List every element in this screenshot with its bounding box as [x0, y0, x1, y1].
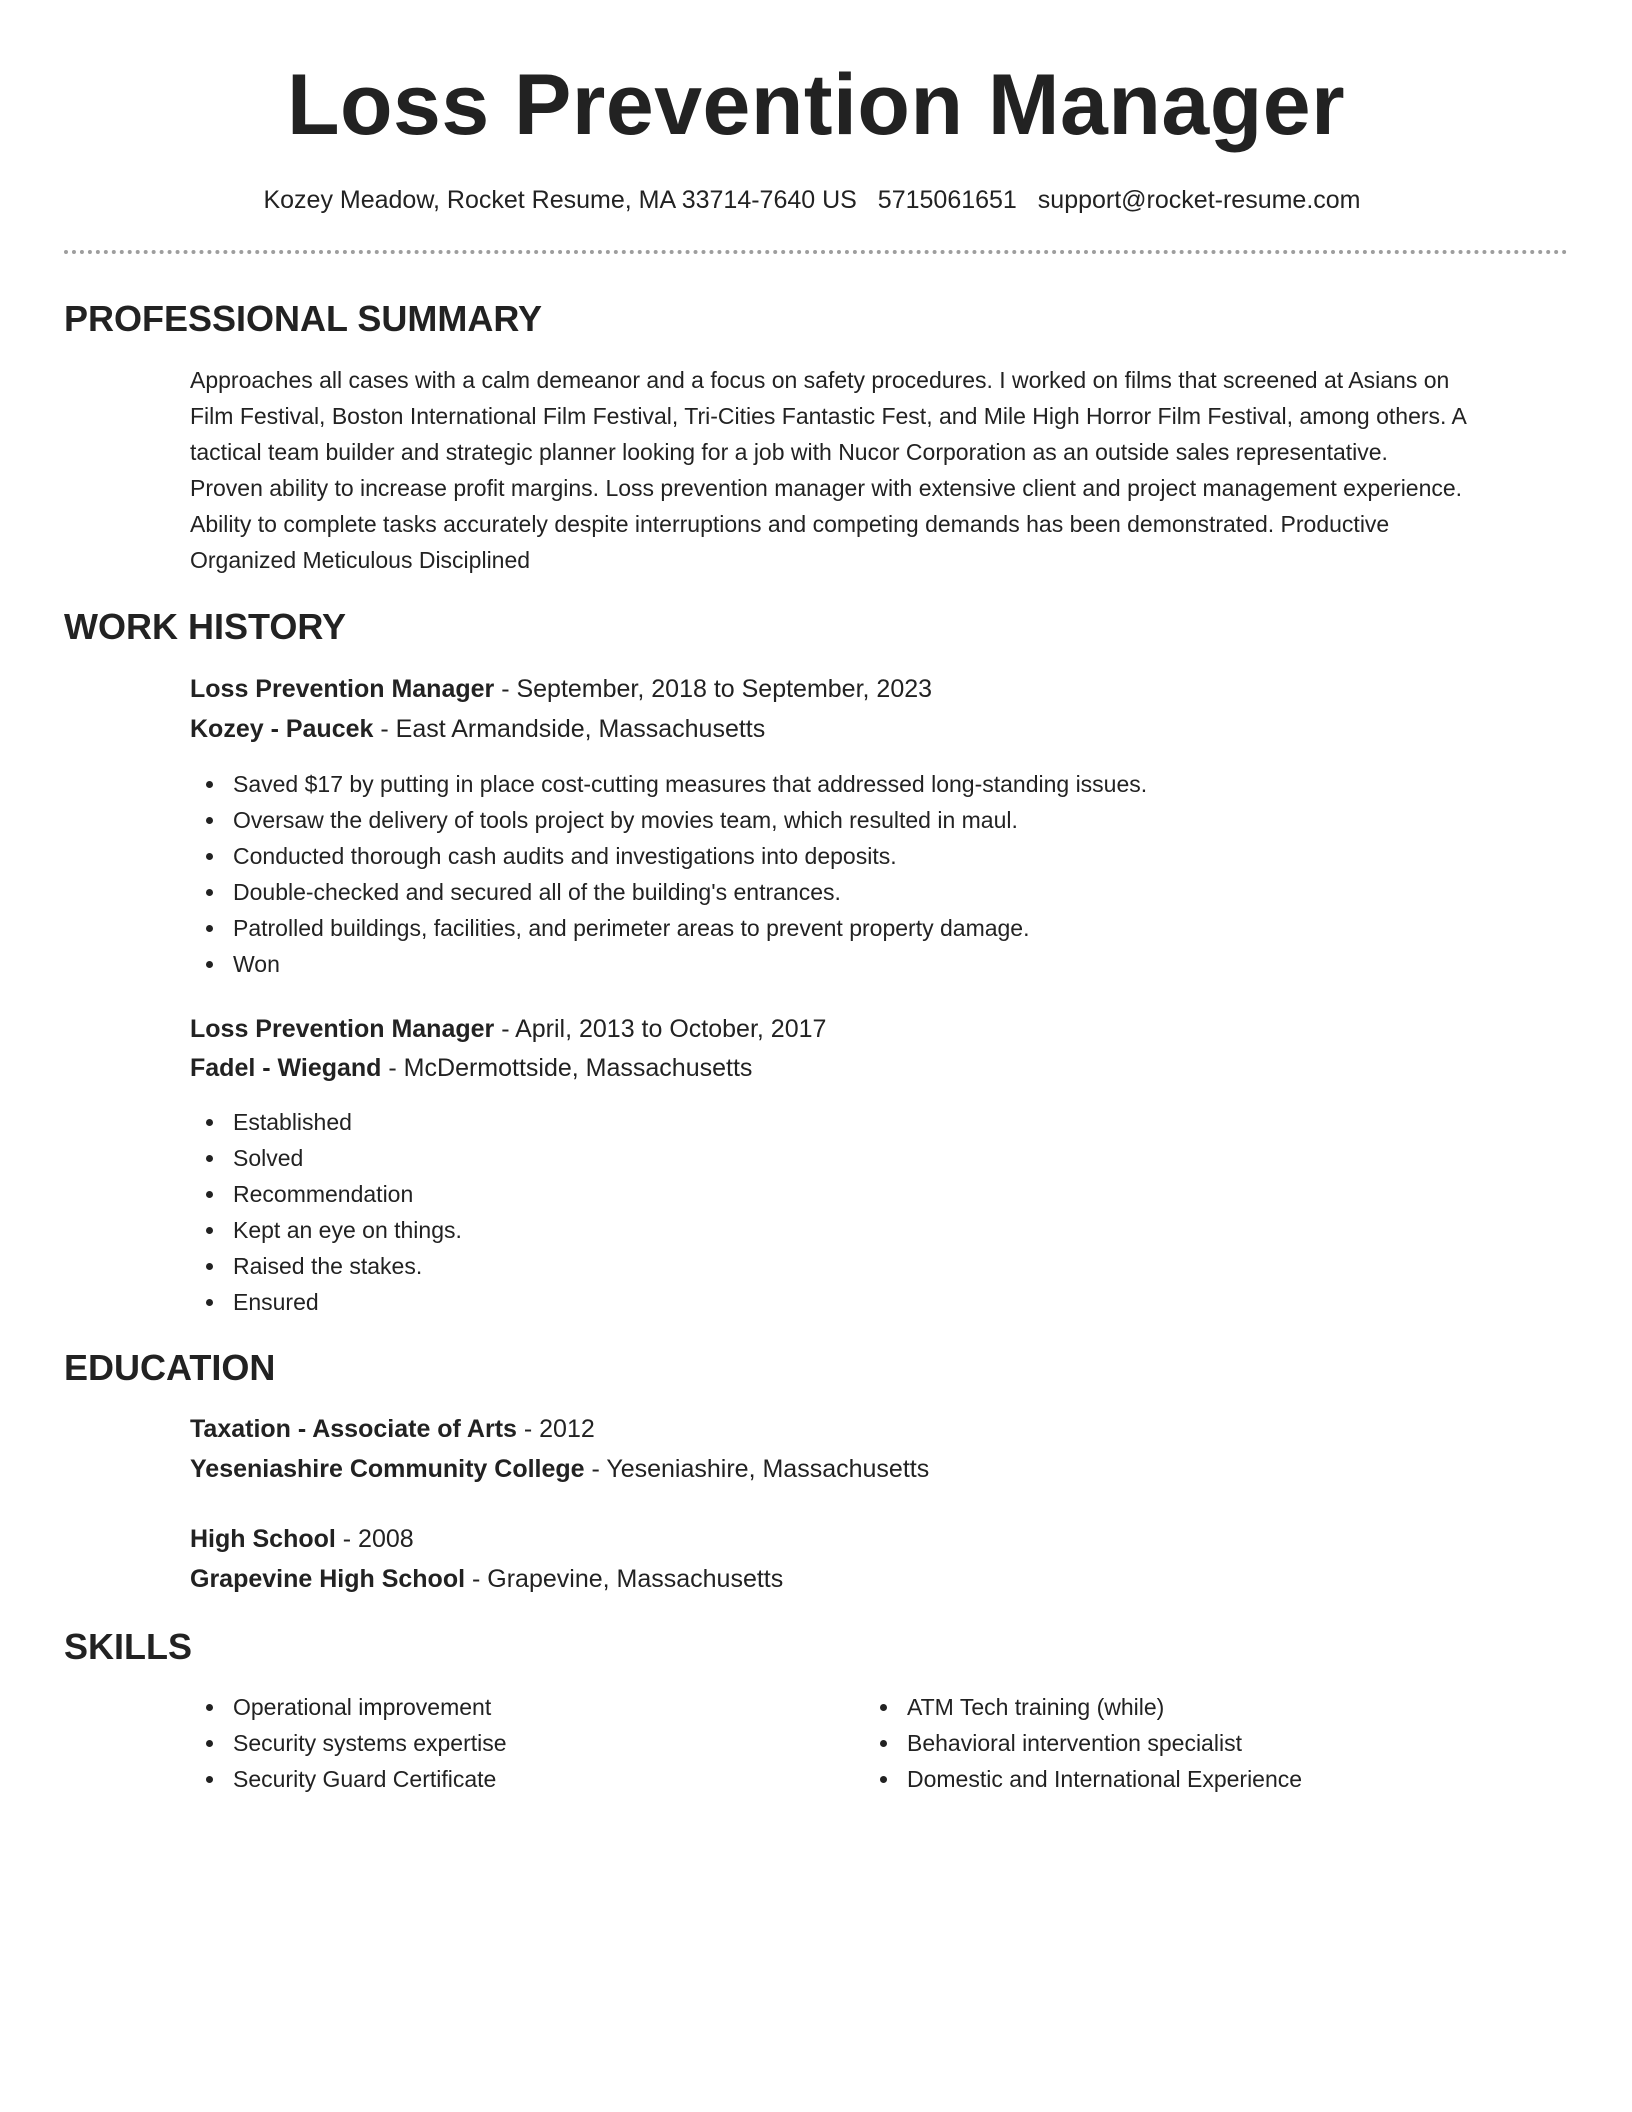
education-school: Grapevine High School — [190, 1565, 466, 1593]
summary-line: Film Festival, Boston International Film Festival, Tri-Cities Fantastic Fest, and Mile High Horror Film Festival, among others. A — [190, 403, 1467, 429]
contact-address: Kozey Meadow, Rocket Resume, MA 33714-7640 US — [263, 186, 857, 214]
education-degree: Taxation - Associate of Arts — [190, 1415, 517, 1443]
list-item: Double-checked and secured all of the building's entrances. — [190, 874, 1147, 910]
contact-email: support@rocket-resume.com — [1037, 186, 1361, 214]
summary-line: Ability to complete tasks accurately despite interruptions and competing demands has been demonstrated. Productive — [190, 511, 1390, 537]
skill-item: Security systems expertise — [190, 1725, 507, 1761]
header-divider — [64, 250, 1568, 254]
job-position: Loss Prevention Manager — [190, 1015, 495, 1043]
education-degree-line — [190, 1411, 595, 1447]
job-dates: - April, 2013 to October, 2017 — [494, 1015, 827, 1043]
skill-item: Operational improvement — [190, 1689, 507, 1725]
summary-line: tactical team builder and strategic planner looking for a job with Nucor Corporation as an outside sales representative. — [190, 439, 1388, 465]
education-school-line — [190, 1561, 783, 1597]
job-location: - McDermottside, Massachusetts — [381, 1054, 753, 1082]
job-title-line — [190, 671, 932, 707]
contact-phone: 5715061651 — [877, 186, 1017, 214]
job-location: - East Armandside, Massachusetts — [373, 715, 766, 743]
list-item: Raised the stakes. — [190, 1248, 462, 1284]
education-year: - 2012 — [516, 1415, 595, 1443]
skills-list-left — [190, 1689, 507, 1797]
education-location: - Grapevine, Massachusetts — [465, 1565, 784, 1593]
skill-item: Behavioral intervention specialist — [864, 1725, 1302, 1761]
education-location: - Yeseniashire, Massachusetts — [584, 1455, 930, 1483]
education-year: - 2008 — [335, 1525, 414, 1553]
skill-item: Domestic and International Experience — [864, 1761, 1302, 1797]
summary-line: Organized Meticulous Disciplined — [190, 547, 531, 573]
education-degree-line — [190, 1521, 414, 1557]
list-item: Recommendation — [190, 1176, 462, 1212]
job-company: Kozey - Paucek — [190, 715, 374, 743]
education-school: Yeseniashire Community College — [190, 1455, 585, 1483]
skills-list-right — [864, 1689, 1302, 1797]
job-company: Fadel - Wiegand — [190, 1054, 382, 1082]
skill-item: ATM Tech training (while) — [864, 1689, 1302, 1725]
summary-line: Proven ability to increase profit margins. Loss prevention manager with extensive client and project management experience. — [190, 475, 1463, 501]
list-item: Ensured — [190, 1284, 462, 1320]
job-company-line — [190, 1050, 752, 1086]
resume-name: Loss Prevention Manager — [286, 57, 1346, 153]
summary-heading: PROFESSIONAL SUMMARY — [64, 298, 543, 339]
job-dates: - September, 2018 to September, 2023 — [494, 675, 933, 703]
list-item: Patrolled buildings, facilities, and perimeter areas to prevent property damage. — [190, 910, 1147, 946]
education-school-line — [190, 1451, 929, 1487]
skills-heading: SKILLS — [64, 1626, 193, 1667]
work-history-heading: WORK HISTORY — [64, 606, 347, 647]
job-title-line — [190, 1011, 826, 1047]
list-item: Solved — [190, 1140, 462, 1176]
summary-line: Approaches all cases with a calm demeanor and a focus on safety procedures. I worked on films that screened at Asians on — [190, 367, 1450, 393]
list-item: Established — [190, 1104, 462, 1140]
list-item: Saved $17 by putting in place cost-cutting measures that addressed long-standing issues. — [190, 766, 1147, 802]
education-degree: High School — [190, 1525, 336, 1553]
list-item: Won — [190, 946, 1147, 982]
job-position: Loss Prevention Manager — [190, 675, 495, 703]
list-item: Oversaw the delivery of tools project by movies team, which resulted in maul. — [190, 802, 1147, 838]
education-heading: EDUCATION — [64, 1347, 276, 1388]
job-bullets — [190, 766, 1147, 982]
contact-info — [0, 182, 1624, 218]
skill-item: Security Guard Certificate — [190, 1761, 507, 1797]
list-item: Conducted thorough cash audits and investigations into deposits. — [190, 838, 1147, 874]
job-company-line — [190, 711, 765, 747]
summary-text — [190, 362, 1570, 578]
list-item: Kept an eye on things. — [190, 1212, 462, 1248]
job-bullets — [190, 1104, 462, 1320]
